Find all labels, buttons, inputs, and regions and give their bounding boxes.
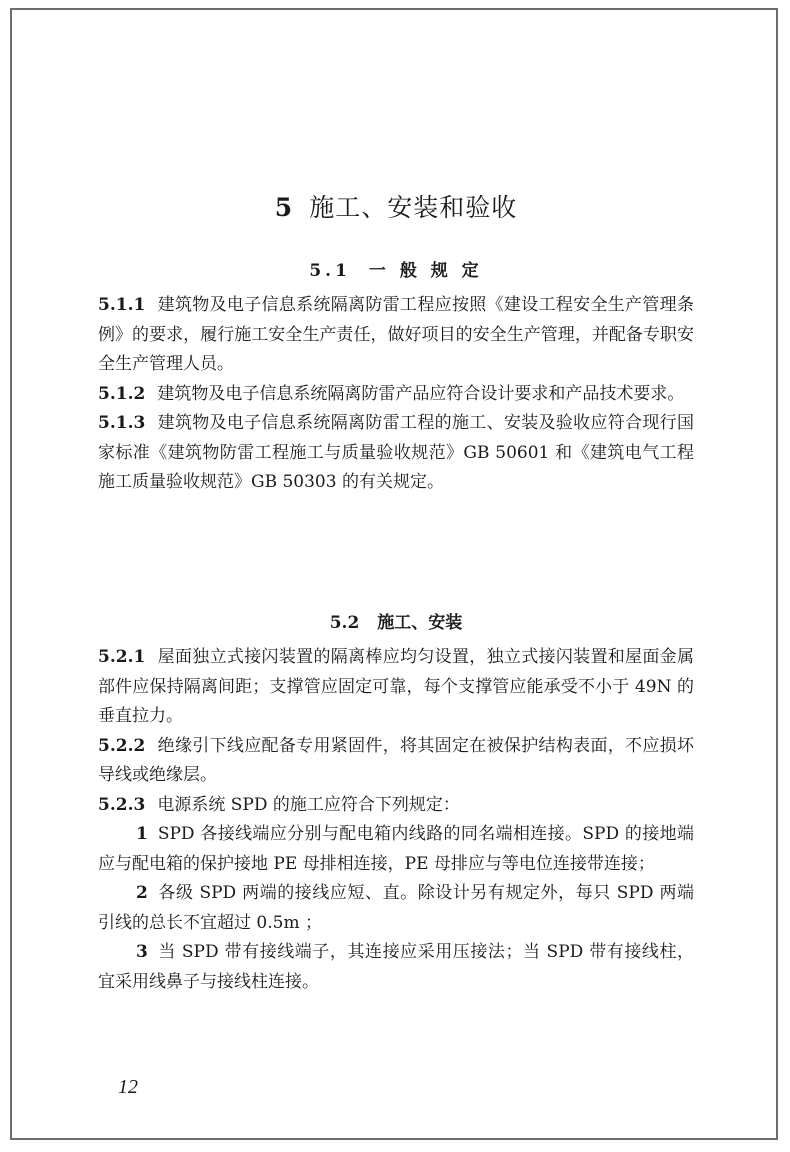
section-title: 施工、安装 xyxy=(377,613,463,633)
page-number: 12 xyxy=(118,1076,138,1098)
clause-text: 电源系统 SPD 的施工应符合下列规定： xyxy=(157,794,460,815)
clause-text: 建筑物及电子信息系统隔离防雷工程应按照《建设工程安全生产管理条例》的要求，履行施工安全生产责任，做好项目的安全生产管理，并配备专职安全生产管理人员。 xyxy=(98,295,694,374)
section-title: 一 般 规 定 xyxy=(368,261,483,281)
item-text: 当 SPD 带有接线端子，其连接应采用压接法；当 SPD 带有接线柱，宜采用线鼻子与接线柱连接。 xyxy=(98,942,694,992)
clause-5-1-3 xyxy=(98,409,694,498)
document-page xyxy=(10,8,778,1140)
item-number: 3 xyxy=(136,942,148,962)
clause-number: 5.1.2 xyxy=(98,383,146,404)
clause-text: 建筑物及电子信息系统隔离防雷工程的施工、安装及验收应符合现行国家标准《建筑物防雷工程施工与质量验收规范》GB 50601 和《建筑电气工程施工质量验收规范》GB 50303 的有关规定。 xyxy=(98,413,694,492)
section-number: 5.1 xyxy=(309,261,351,281)
clause-number: 5.2.3 xyxy=(98,794,146,815)
list-item xyxy=(98,820,694,879)
clause-number: 5.2.1 xyxy=(98,647,146,667)
item-text: SPD 各接线端应分别与配电箱内线路的同名端相连接。SPD 的接地端应与配电箱的保护接地 PE 母排相连接，PE 母排应与等电位连接带连接； xyxy=(98,824,694,874)
item-text: 各级 SPD 两端的接线应短、直。除设计另有规定外，每只 SPD 两端引线的总长不宜超过 0.5m ； xyxy=(98,883,694,933)
clause-5-2-3 xyxy=(98,791,694,821)
list-item xyxy=(98,879,694,938)
section-number: 5.2 xyxy=(329,613,360,633)
clause-text: 建筑物及电子信息系统隔离防雷产品应符合设计要求和产品技术要求。 xyxy=(157,383,685,404)
clause-5-2-1 xyxy=(98,643,694,732)
section-heading-5-2 xyxy=(12,608,780,633)
list-item xyxy=(98,938,694,997)
clause-number: 5.1.3 xyxy=(98,413,146,433)
clause-number: 5.1.1 xyxy=(98,295,146,315)
clause-5-1-2 xyxy=(98,380,694,410)
clause-number: 5.2.2 xyxy=(98,735,146,756)
clause-5-2-2 xyxy=(98,732,694,791)
section-heading-5-1 xyxy=(12,256,780,281)
clause-text: 绝缘引下线应配备专用紧固件，将其固定在被保护结构表面，不应损坏导线或绝缘层。 xyxy=(98,735,694,785)
chapter-title: 施工、安装和验收 xyxy=(309,193,518,222)
chapter-heading xyxy=(12,188,780,224)
item-number: 2 xyxy=(136,883,148,903)
clause-5-1-1 xyxy=(98,291,694,380)
clause-text: 屋面独立式接闪装置的隔离棒应均匀设置，独立式接闪装置和屋面金属部件应保持隔离间距；支撑管应固定可靠，每个支撑管应能承受不小于 49N 的垂直拉力。 xyxy=(98,647,694,726)
section-2-body xyxy=(98,643,694,997)
chapter-number: 5 xyxy=(274,193,294,222)
item-number: 1 xyxy=(136,824,148,844)
section-1-body xyxy=(98,291,694,498)
